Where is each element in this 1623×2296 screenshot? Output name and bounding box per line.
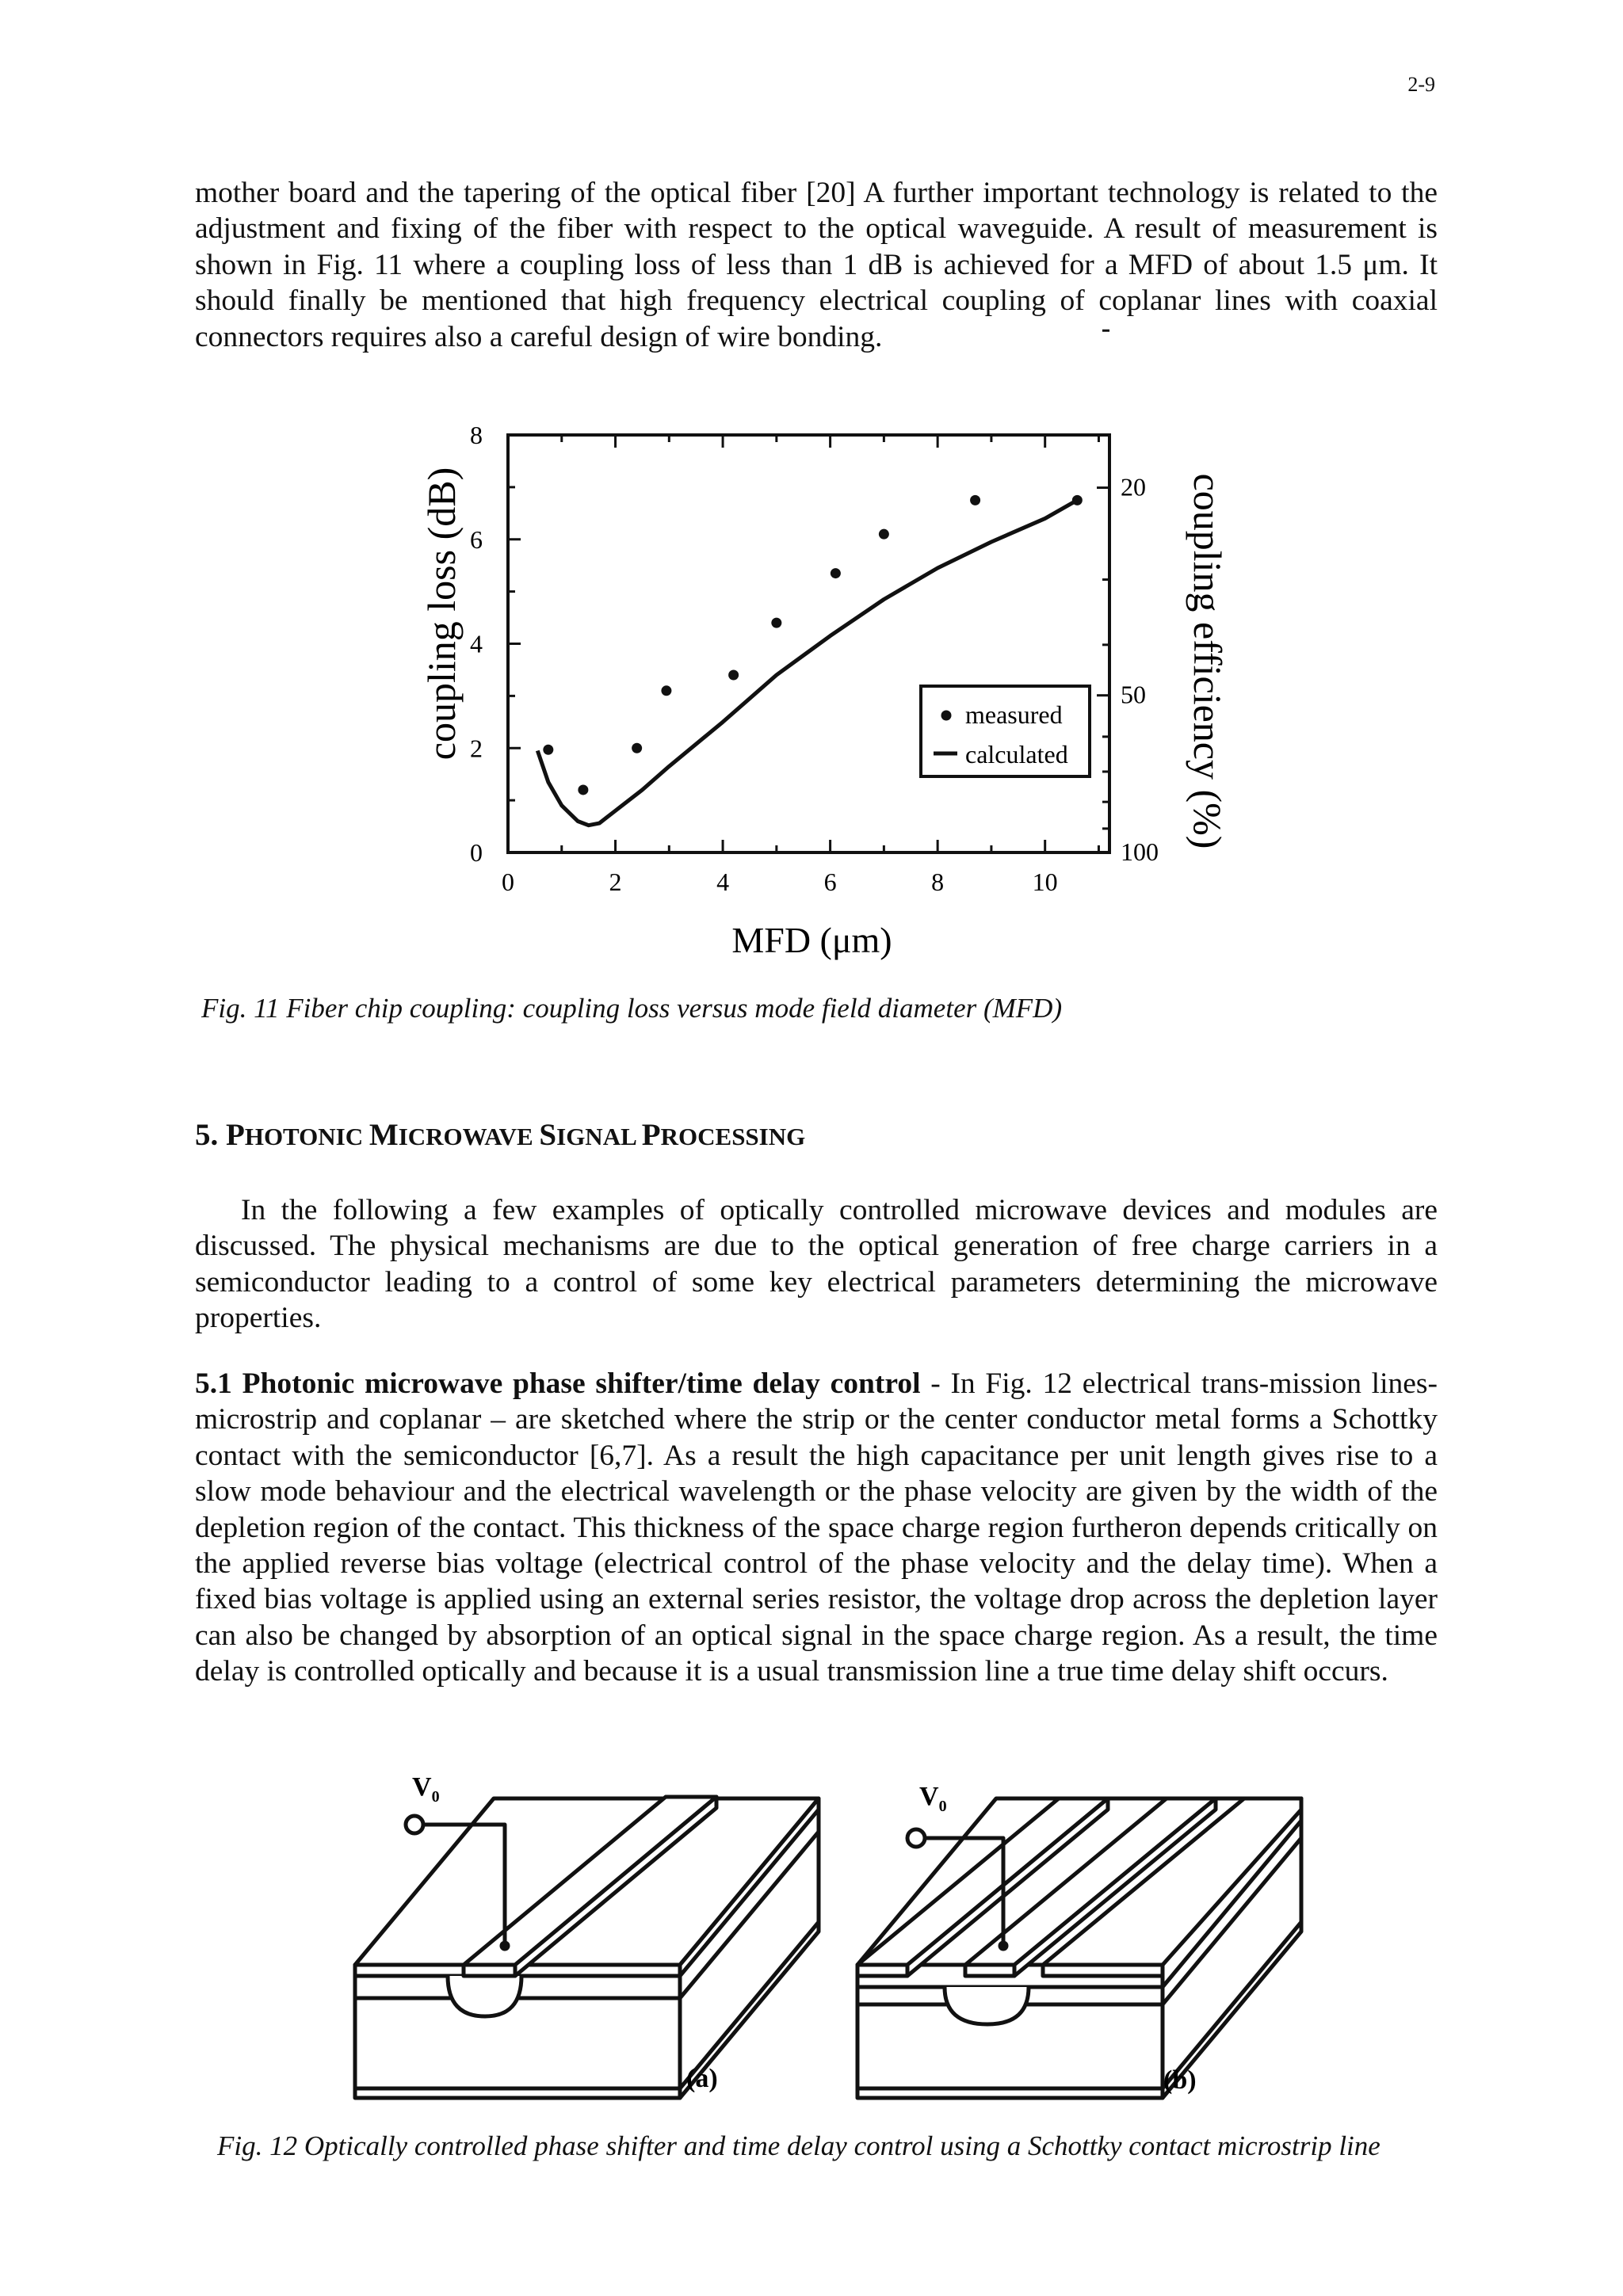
device-b-coplanar xyxy=(857,1798,1301,2098)
figure-12-label-b: (b) xyxy=(1163,2065,1197,2095)
x-axis-label: MFD (μm) xyxy=(731,920,892,960)
legend-label-measured: measured xyxy=(965,700,1063,729)
y-tick-label: 0 xyxy=(470,838,483,867)
heading-rest-2: ICROWAVE xyxy=(398,1123,540,1150)
x-tick-label: 2 xyxy=(609,868,622,896)
figure-11-caption: Fig. 11 Fiber chip coupling: coupling loss versus mode field diameter (MFD) xyxy=(201,993,1063,1024)
heading-initial-2: M xyxy=(369,1118,399,1152)
y-tick-label: 6 xyxy=(470,524,483,554)
x-tick-label: 4 xyxy=(716,868,730,896)
device-a-microstrip xyxy=(355,1797,819,2098)
y2-axis-label: coupling efficiency (%) xyxy=(1186,473,1230,849)
heading-initial-4: P xyxy=(641,1118,661,1152)
y2-tick-label: 50 xyxy=(1121,680,1146,709)
figure-12-label-a: (a) xyxy=(686,2064,718,2093)
x-tick-label: 6 xyxy=(823,868,837,896)
heading-rest-3: IGNAL xyxy=(556,1123,642,1150)
legend-label-calculated: calculated xyxy=(965,740,1068,769)
y-tick-label: 4 xyxy=(470,629,483,658)
y-axis-label: coupling loss (dB) xyxy=(419,467,464,761)
y2-tick-label: 100 xyxy=(1121,837,1159,866)
paragraph-1: mother board and the tapering of the optical fiber [20] A further important technology is related to the adjustment and fixing of the fiber with respect to the optical waveguide. A result of measurement is shown in Fig. 11 where a coupling loss of less than 1 dB is achieved for a MFD of about 1.5 μm. It should finally be mentioned that high frequency electrical coupling of coplanar lines with coaxial connectors requires also a careful design of wire bonding. xyxy=(195,177,1438,353)
heading-rest-1: HOTONIC xyxy=(244,1123,369,1150)
y-tick-label: 2 xyxy=(470,734,483,763)
y2-tick-label: 20 xyxy=(1121,472,1146,502)
heading-rest-4: ROCESSING xyxy=(660,1123,806,1150)
page-number: 2-9 xyxy=(1407,73,1435,96)
paragraph-3-text: - In Fig. 12 electrical trans-mission lines- microstrip and coplanar – are sketched where the strip or the center conductor metal forms a Schottky contact with the semiconductor [6,7]. As a result the high capacitance per unit length gives rise to a slow mode behaviour and the electrical wavelength or the phase velocity are given by the width of the depletion region of the contact. This thickness of the space charge region furtheron depends critically on the applied reverse bias voltage (electrical control of the phase velocity and the delay time). When a fixed bias voltage is applied using an external series resistor, the voltage drop across the depletion layer can also be changed by absorption of an optical signal in the space charge region. As a result, the time delay is controlled optically and because it is a usual transmission line a true time delay shift occurs. xyxy=(195,1367,1438,1688)
x-tick-label: 0 xyxy=(502,868,514,896)
subsection-title: 5.1 Photonic microwave phase shifter/time delay control xyxy=(195,1367,921,1400)
voltage-label-b: $V_0$ xyxy=(919,1782,947,1815)
voltage-label-a: $V_0$ xyxy=(412,1772,440,1806)
figure-12-caption: Fig. 12 Optically controlled phase shifter and time delay control using a Schottky contact microstrip line xyxy=(217,2130,1381,2161)
x-tick-label: 8 xyxy=(931,868,945,896)
heading-number: 5. xyxy=(195,1118,226,1152)
paragraph-2: In the following a few examples of optically controlled microwave devices and modules are discussed. The physical mechanisms are due to the optical generation of free charge carriers in a semiconductor leading to a control of some key electrical parameters determining the microwave properties. xyxy=(195,1194,1438,1335)
heading-initial-3: S xyxy=(539,1118,557,1152)
heading-initial-1: P xyxy=(226,1118,245,1152)
x-tick-label: 10 xyxy=(1032,868,1058,896)
y-tick-label: 8 xyxy=(470,421,483,449)
